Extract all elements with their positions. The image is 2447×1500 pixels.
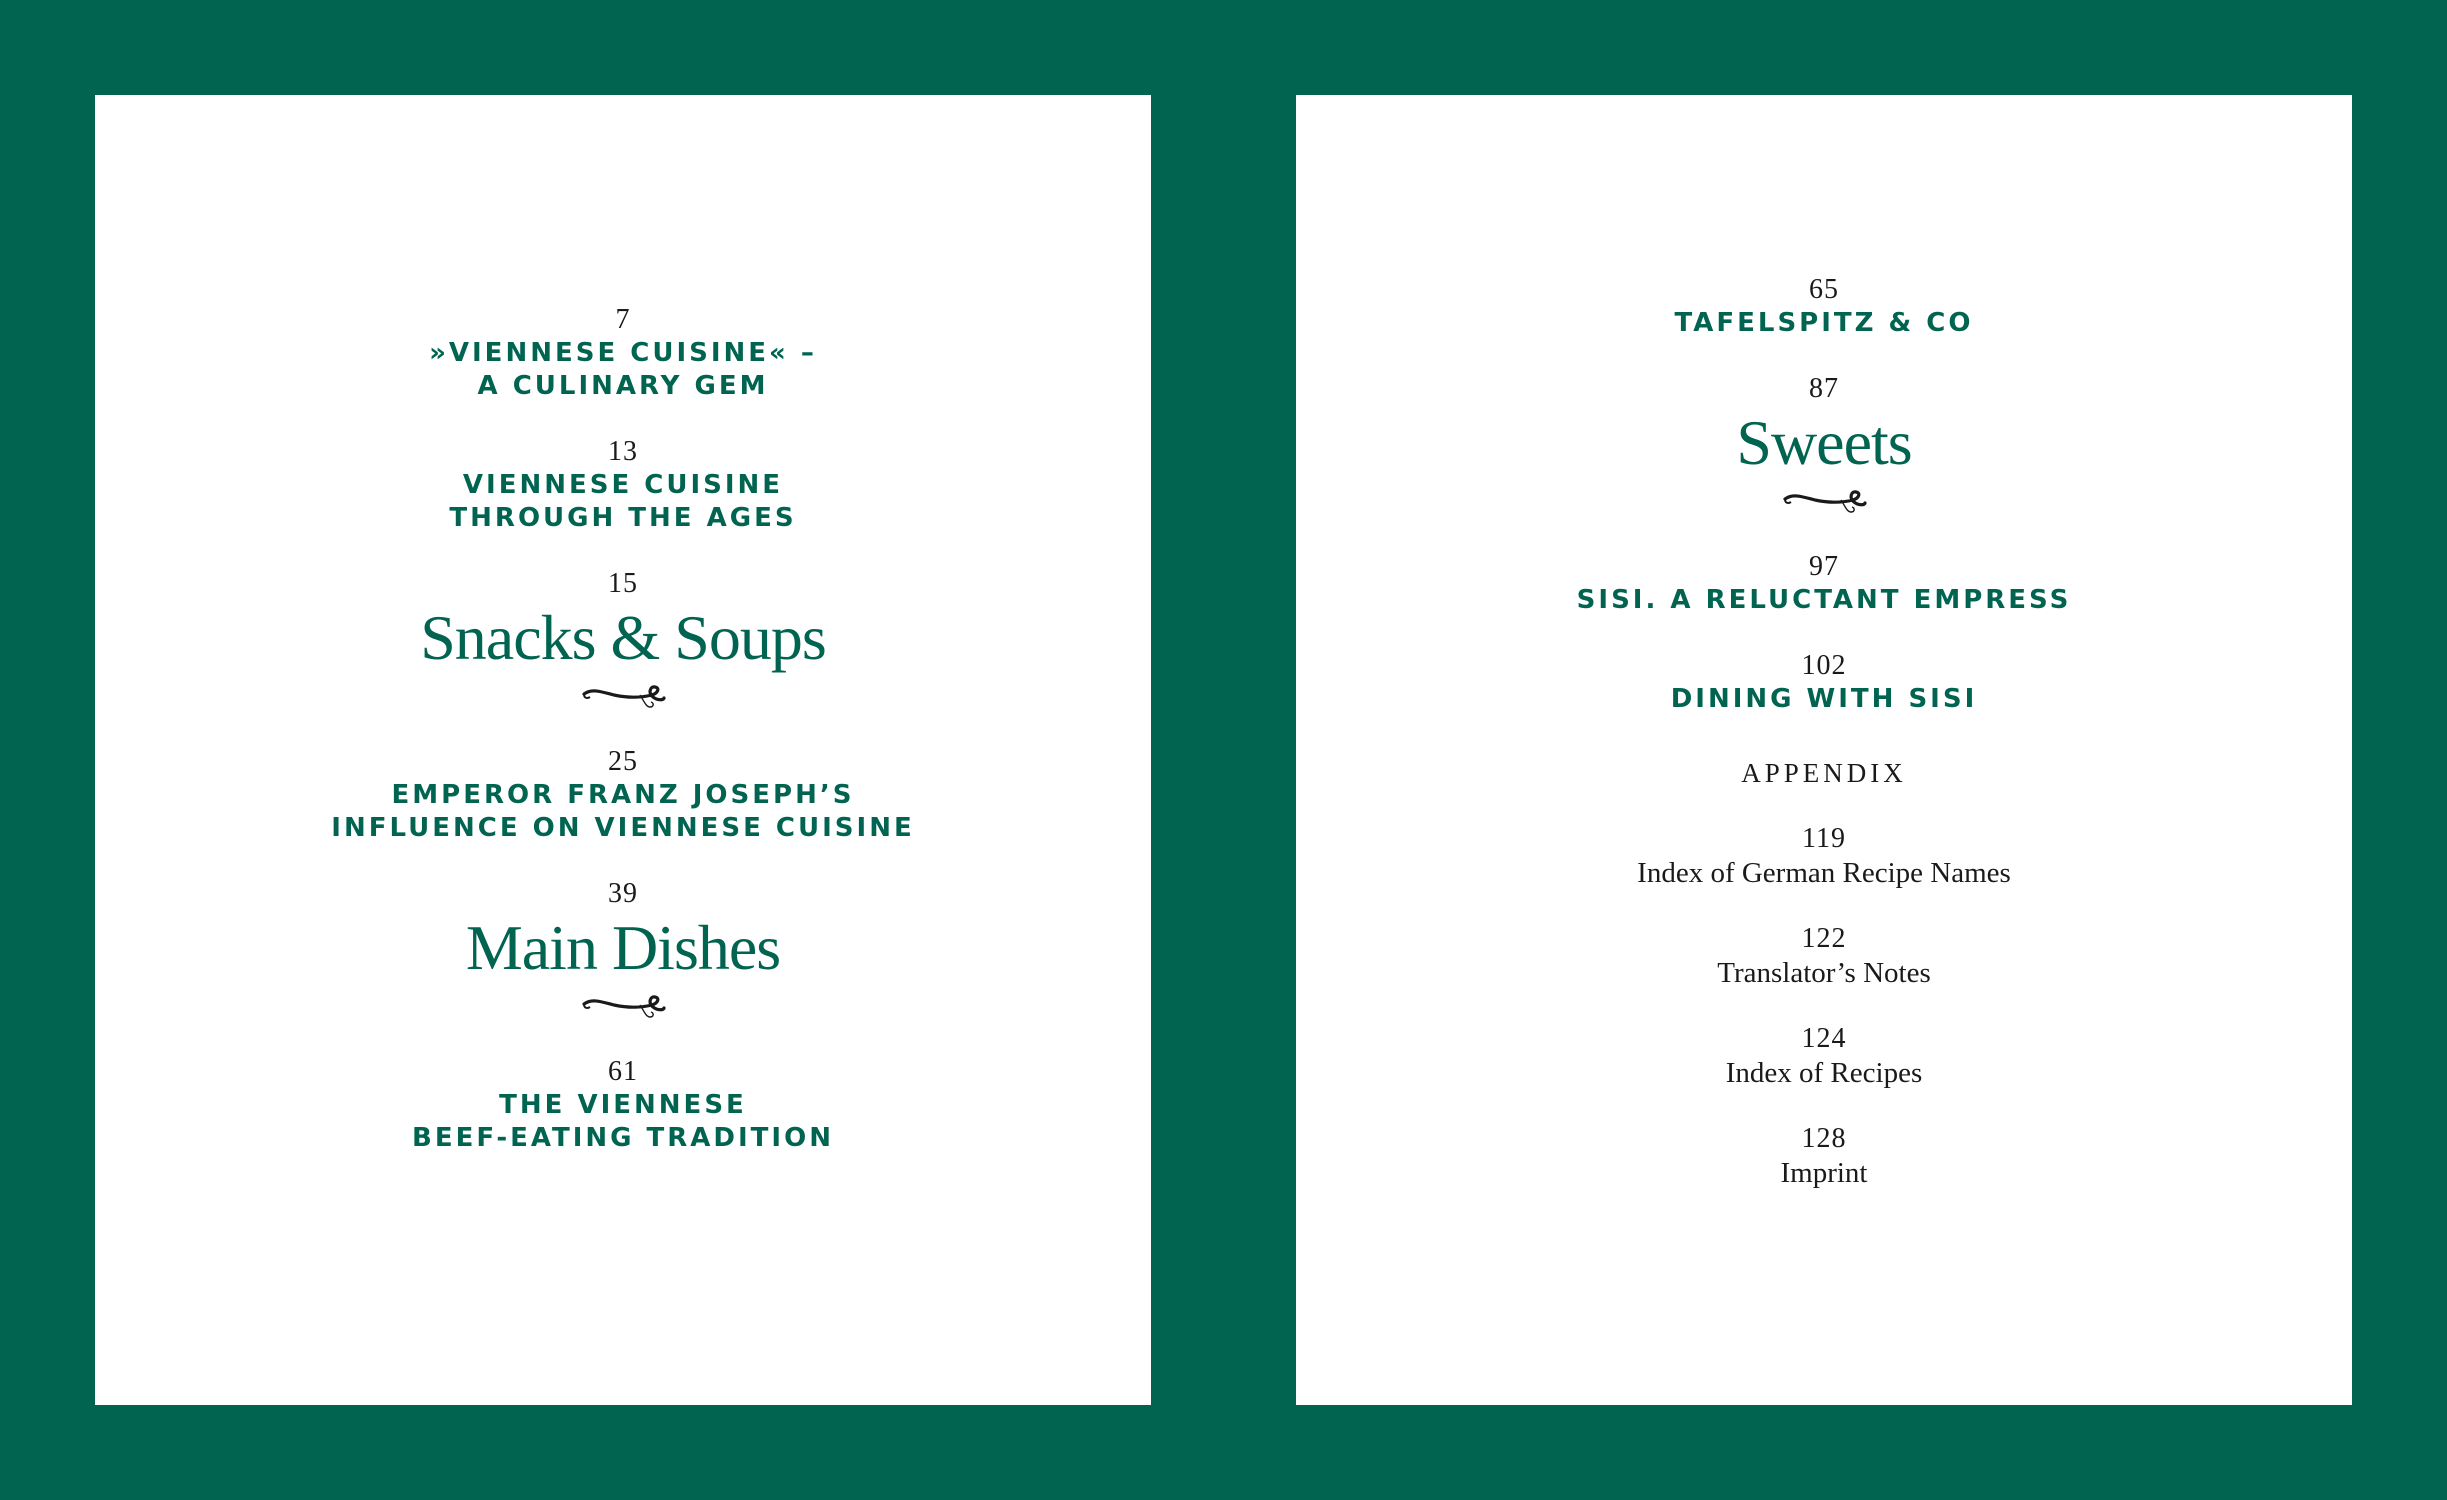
page-number: 65 <box>1809 274 1839 305</box>
essay-title-line: THROUGH THE AGES <box>449 503 797 533</box>
essay-title-line: EMPEROR FRANZ JOSEPH’S <box>391 780 855 810</box>
page-number: 128 <box>1801 1123 1847 1154</box>
toc-left <box>95 303 1151 1155</box>
appendix-title: Index of German Recipe Names <box>1637 857 2011 889</box>
toc-chapter-entry[interactable] <box>466 877 780 1023</box>
toc-entry[interactable] <box>449 435 796 535</box>
essay-title-line: VIENNESE CUISINE <box>462 470 784 500</box>
essay-title-line: DINING WITH SISI <box>1670 684 1978 714</box>
page-number: 119 <box>1802 823 1846 854</box>
appendix-entry[interactable] <box>1781 1122 1868 1190</box>
page-number: 122 <box>1801 923 1847 954</box>
toc-entry[interactable] <box>412 1055 834 1155</box>
left-page <box>95 95 1151 1405</box>
toc-chapter-entry[interactable] <box>420 567 826 713</box>
chapter-title: Sweets <box>1736 407 1912 478</box>
page-number: 102 <box>1801 650 1847 681</box>
page-number: 39 <box>608 878 638 909</box>
toc-entry[interactable] <box>1577 550 2072 617</box>
page-number: 15 <box>608 568 638 599</box>
appendix-entry[interactable] <box>1726 1022 1923 1090</box>
essay-title-line: INFLUENCE ON VIENNESE CUISINE <box>331 813 915 843</box>
right-page <box>1296 95 2352 1405</box>
page-number: 124 <box>1801 1023 1847 1054</box>
appendix-title: Index of Recipes <box>1725 1057 1923 1089</box>
toc-right <box>1296 273 2352 1190</box>
toc-entry[interactable] <box>1675 273 1974 340</box>
page-number: 87 <box>1809 373 1839 404</box>
essay-title-line: »VIENNESE CUISINE« – <box>429 338 817 368</box>
toc-chapter-entry[interactable] <box>1736 372 1911 518</box>
essay-title-line: BEEF-EATING TRADITION <box>412 1123 834 1153</box>
toc-entry[interactable] <box>1671 649 1978 716</box>
essay-title-line: TAFELSPITZ & CO <box>1674 308 1974 338</box>
essay-title-line: THE VIENNESE <box>499 1090 747 1120</box>
page-number: 13 <box>607 436 638 467</box>
page-number: 25 <box>608 746 638 777</box>
appendix-entry[interactable] <box>1717 922 1930 990</box>
toc-entry[interactable] <box>331 745 914 845</box>
toc-entry[interactable] <box>429 303 817 403</box>
appendix-entry[interactable] <box>1637 822 2011 890</box>
page-number: 97 <box>1809 551 1839 582</box>
flourish-icon <box>578 679 668 713</box>
appendix-title: Imprint <box>1780 1157 1868 1189</box>
appendix-heading: APPENDIX <box>1741 758 1907 788</box>
page-number: 61 <box>607 1056 638 1087</box>
flourish-icon <box>578 989 668 1023</box>
essay-title-line: A CULINARY GEM <box>477 371 769 401</box>
appendix-title: Translator’s Notes <box>1717 957 1931 989</box>
chapter-title: Main Dishes <box>465 912 781 983</box>
page-number: 7 <box>615 304 631 335</box>
essay-title-line: SISI. A RELUCTANT EMPRESS <box>1576 585 2072 615</box>
chapter-title: Snacks & Soups <box>420 602 826 673</box>
flourish-icon <box>1779 484 1869 518</box>
